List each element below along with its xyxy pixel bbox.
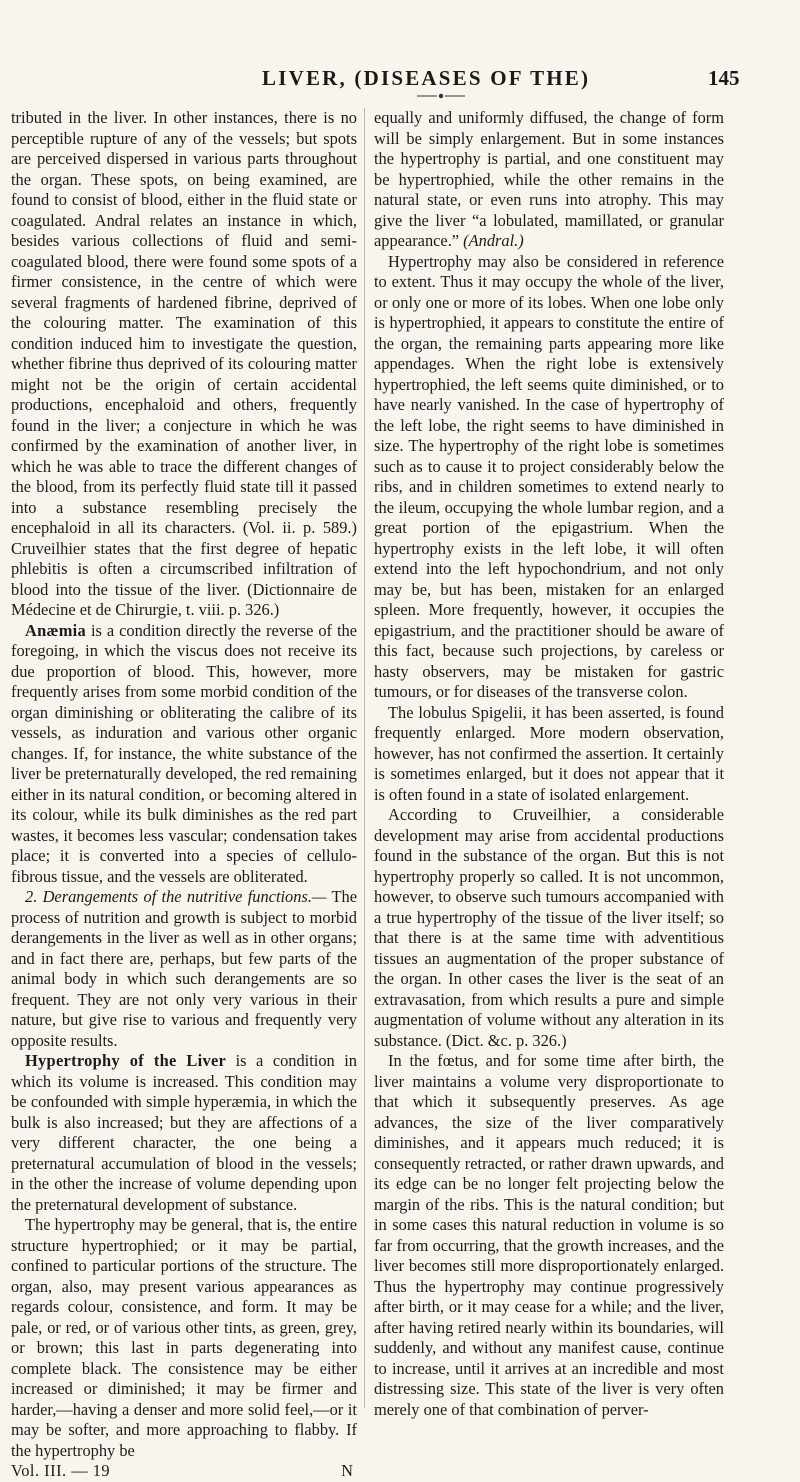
paragraph: In the fœtus, and for some time after birth, the liver maintains a volume very disproportionate to that which it subsequently preserves. As age advances, the size of the liver comparatively diminishes, and it appears much reduced; it is consequently retracted, or rather drawn upwards, and its edge can be no longer felt projecting below the margin of the ribs. This is the natural condition; but in some cases this natural reduction in volume is so far from occurring, that the growth increases, and the liver becomes still more disproportionately enlarged. Thus the hypertrophy may continue progressively after birth, or it may cease for a while; and the liver, after having retired nearly within its boundaries, will suddenly, and without any manifest cause, continue to increase, until it arrives at an incredible and most distressing size. This state of the liver is very often merely one of that combination of perver- <box>374 1051 724 1419</box>
running-head: LIVER, (DISEASES OF THE) <box>262 66 591 90</box>
paragraph-anaemia <box>11 621 357 888</box>
column-rule <box>364 108 365 1408</box>
paragraph <box>374 108 724 252</box>
paragraph-text: is a condition in which its volume is increased. This condition may be confounded with simple hyperæmia, in which the bulk is also increased; but they are affections of a very different character, the one being a preternatural accumulation of blood in the vessels; in the other the increase of volume depending upon the preternatural development of substance. <box>11 1051 357 1214</box>
right-column <box>374 108 724 1420</box>
paragraph: The hypertrophy may be general, that is, the entire structure hypertrophied; or it may be partial, confined to particular portions of the structure. The organ, also, may present various appearances as regards colour, consistence, and form. It may be pale, or red, or of various other tints, as green, grey, or brown; this last in parts degenerating into complete black. The consistence may be either increased or diminished; it may be firmer and harder,—having a denser and more solid feel,—or it may be softer, and more approaching to flabby. If the hypertrophy be <box>11 1215 357 1460</box>
left-column <box>11 108 357 1482</box>
term-anaemia: Anæmia <box>25 620 86 640</box>
section-heading: 2. Derangements of the nutritive functions.— <box>25 887 327 906</box>
paragraph: The lobulus Spigelii, it has been asserted, is found frequently enlarged. More modern observation, however, has not confirmed the assertion. It certainly is sometimes enlarged, but it does not appear that it is often found in a state of isolated enlargement. <box>374 702 724 804</box>
paragraph-text: equally and uniformly diffused, the change of form will be simply enlargement. But in some instances the hypertrophy is partial, and one constituent may be hypertrophied, while the other remains in the natural state, or even runs into atrophy. This may give the liver “a lobulated, mamillated, or granular appearance.” <box>374 108 724 250</box>
page-header <box>0 66 800 100</box>
volume-signature: Vol. III. — 19 <box>11 1461 111 1480</box>
page-number: 145 <box>708 66 740 90</box>
paragraph: According to Cruveilhier, a considerable development may arise from accidental productions found in the substance of the organ. But this is not hypertrophy properly so called. It is not uncommon, however, to observe such tumours accompanied with a true hypertrophy of the tissue of the liver itself; so that there is at the same time with adventitious tissues an augmentation of the proper substance of the organ. In other cases the liver is the seat of an extravasation, from which results a pure and simple augmentation of volume without any alteration in its substance. (Dict. &c. p. 326.) <box>374 805 724 1050</box>
paragraph-nutritive <box>11 887 357 1051</box>
citation: (Andral.) <box>463 231 524 250</box>
gathering-signature: N <box>341 1461 353 1480</box>
paragraph-text: is a condition directly the reverse of the foregoing, in which the viscus does not receive its due proportion of blood. This, however, more frequently arises from some morbid condition of the organ diminishing or obliterating the calibre of its vessels, as induration and various other organic changes. If, for instance, the white substance of the liver be preternaturally developed, the red remaining either in its natural condition, or becoming altered in its colour, while its bulk diminishes as the red part wastes, it becomes less vascular; condensation takes place; it is converted into a species of cellulo-fibrous tissue, and the vessels are obliterated. <box>11 620 357 886</box>
paragraph-text: The process of nutrition and growth is subject to morbid derangements in the liver as well as in other organs; and in fact there are, perhaps, but few parts of the animal body in which such derangements are so frequent. They are not only very various in their nature, but give rise to various and frequently very opposite results. <box>11 887 357 1050</box>
paragraph: tributed in the liver. In other instances, there is no perceptible rupture of any of the vessels; but spots are perceived dispersed in various parts throughout the organ. These spots, on being examined, are found to consist of blood, either in the fluid state or coagulated. Andral relates an instance in which, besides various collections of fluid and semi-coagulated blood, there were found some spots of a firmer consistence, in the centre of which were several fragments of hardened fibrine, deprived of the colouring matter. The examination of this condition induced him to investigate the question, whether fibrine thus deprived of its colouring matter might not be the origin of certain accidental productions, encephaloid and others, frequently found in the liver; a conjecture in which he was confirmed by the examination of another liver, in which he was able to trace the different changes of the blood, from its perfectly fluid state till it passed into a substance resembling precisely the encephaloid in all its characters. (Vol. ii. p. 589.) Cruveilhier states that the first degree of hepatic phlebitis is often a circumscribed infiltration of blood into the tissue of the liver. (Dictionnaire de Médecine et de Chirurgie, t. viii. p. 326.) <box>11 108 357 619</box>
paragraph: Hypertrophy may also be considered in reference to extent. Thus it may occupy the whole of the liver, or only one or more of its lobes. When one lobe only is hypertrophied, it appears to constitute the entire of the organ, the remaining parts appearing more like appendages. When the right lobe is extensively hypertrophied, the left seems quite diminished, or to have nearly vanished. In the case of hypertrophy of the left lobe, the right seems to have diminished in size. The hypertrophy of the right lobe is sometimes such as to cause it to project considerably below the ribs, and in children sometimes to extend nearly to the ileum, occupying the whole lumbar region, and a great portion of the epigastrium. When the hypertrophy exists in the left lobe, it will often extend into the left hypochondrium, and not only may be, but has been, mistaken for an enlarged spleen. More frequently, however, it occupies the epigastrium, and the practitioner should be aware of this fact, because such projections, by careless or hasty observers, may be mistaken for gastric tumours, or for diseases of the transverse colon. <box>374 251 724 701</box>
page-footer <box>11 1461 357 1482</box>
term-hypertrophy: Hypertrophy of the Liver <box>25 1051 227 1070</box>
paragraph-hypertrophy <box>11 1051 357 1215</box>
header-ornament-icon <box>417 93 465 99</box>
